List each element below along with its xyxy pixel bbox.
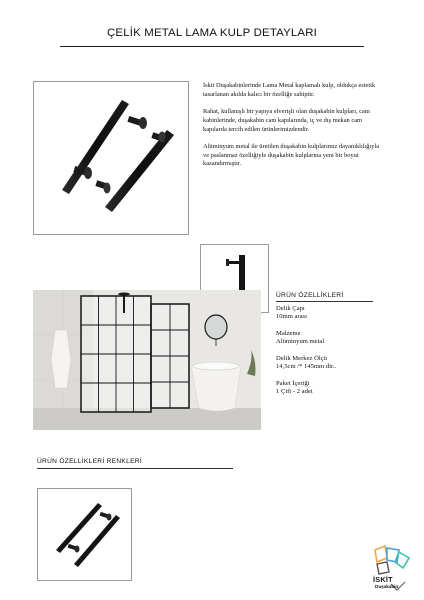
logo-name: İSKİT (373, 575, 393, 584)
colors-divider (37, 468, 233, 469)
feature-item (276, 355, 406, 371)
handle-black-image (38, 489, 131, 580)
feature-item (276, 305, 406, 321)
shower-room-photo (33, 290, 261, 430)
feature-value: Alüminyum metal (276, 338, 325, 346)
handle-large-image (34, 82, 188, 234)
feature-label: Malzeme (276, 329, 301, 337)
feature-value: 1 Çift - 2 adet (276, 387, 313, 395)
description-paragraph: Alüminyum metal ile üretilen duşakabin kulplarımız dayanıklılığıyla ve paslanmaz özelliğiyle duşakabin kulplarına yeni bir boyut kazandırmıştır. (203, 142, 380, 168)
feature-label: Paket İçeriği (276, 379, 310, 387)
feature-item (276, 330, 406, 346)
features-heading: ÜRÜN ÖZELLİKLERİ (276, 292, 344, 299)
feature-label: Delik Çapı (276, 305, 305, 312)
handle-product-photo (33, 81, 189, 235)
colors-heading: ÜRÜN ÖZELLİKLERİ RENKLERİ (37, 458, 142, 465)
features-divider (276, 301, 373, 302)
description-paragraph: İskit Duşakabinlerinde Lama Metal kaplamalı kulp, oldukça estetik tasarlanan akılda kalıcı bir özelliğe sahiptir. (203, 82, 376, 98)
feature-value: 14,5cm /* 145mm dir.. (276, 363, 337, 371)
shower-scene-image (33, 290, 261, 430)
feature-item (276, 380, 406, 396)
description-paragraph: Rahat, kullanışlı bir yapıya elverişli olan duşakabin kulpları, cam kabinlerinde, duşakabin cam kapılarında, iç ve dış mekan cam kapılarda tercih edilen ürünlerimizdendir. (203, 108, 370, 133)
feature-value: 10mm arası (276, 313, 307, 321)
handle-color-photo (37, 488, 132, 581)
title-divider (60, 46, 364, 47)
page-title: ÇELİK METAL LAMA KULP DETAYLARI (106, 27, 318, 39)
feature-label: Delik Merkez Ölçü (276, 354, 327, 362)
features-list (276, 305, 406, 405)
product-description (203, 82, 383, 178)
logo-subtitle: Duşakabin (375, 584, 399, 589)
